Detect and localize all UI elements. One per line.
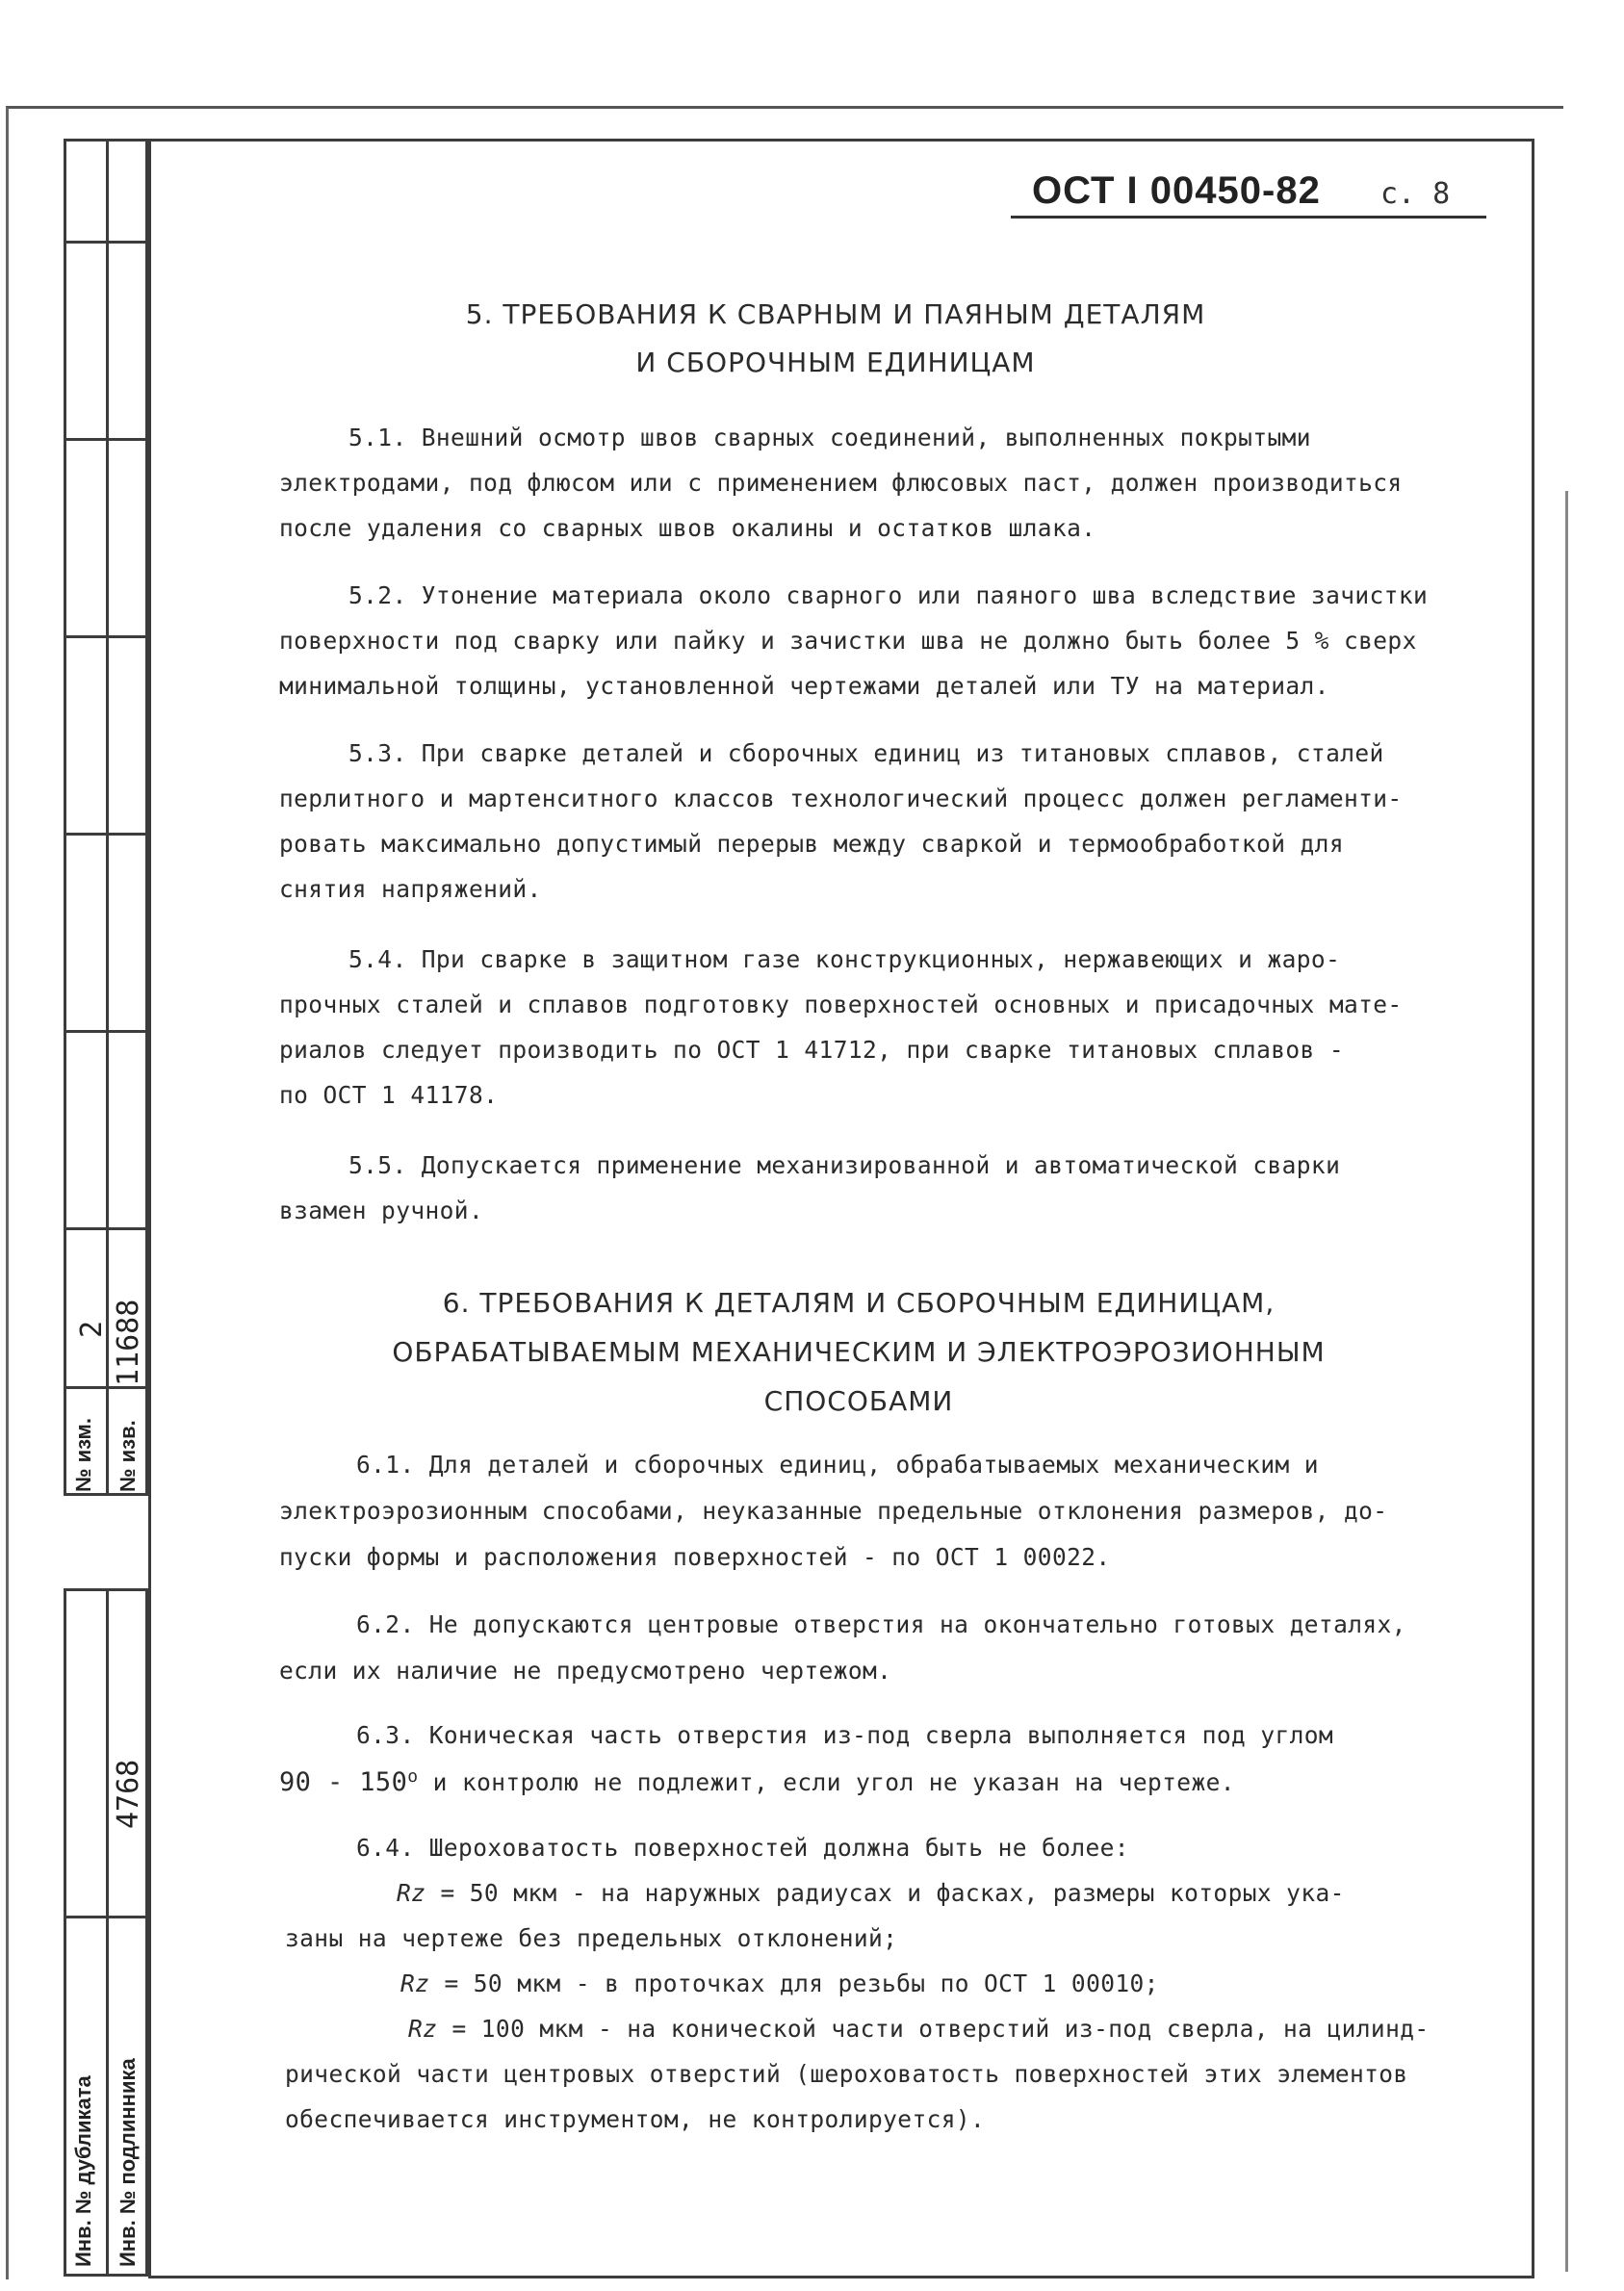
section-5-title-line-1: 5. ТРЕБОВАНИЯ К СВАРНЫМ И ПАЯНЫМ ДЕТАЛЯМ xyxy=(465,298,1206,330)
stamp-row-line xyxy=(64,833,148,836)
paragraph-6-2-line: 6.2. Не допускаются центровые отверстия на окончательно готовых деталях, xyxy=(356,1610,1406,1638)
paragraph-6-1-line: пуски формы и расположения поверхностей - по ОСТ 1 00022. xyxy=(279,1543,1111,1571)
stamp-row-line xyxy=(64,241,148,244)
document-code: ОСТ I 00450-82 xyxy=(1032,169,1321,212)
roughness-item-1-line xyxy=(397,1879,1345,1907)
angle-range: 90 - 150 xyxy=(279,1767,408,1798)
right-edge-line xyxy=(1565,491,1568,2272)
stamp-row-line xyxy=(64,1030,148,1033)
paragraph-6-3-rest: и контролю не подлежит, если угол не указан на чертеже. xyxy=(418,1768,1235,1797)
section-5-title-line-2: И СБОРОЧНЫМ ЕДИНИЦАМ xyxy=(635,347,1036,378)
roughness-item-1-text: = 50 мкм - на наружных радиусах и фасках, размеры которых ука- xyxy=(425,1879,1345,1907)
paragraph-5-3-line: снятия напряжений. xyxy=(279,875,542,903)
paragraph-6-1-line: 6.1. Для деталей и сборочных единиц, обрабатываемых механическим и xyxy=(356,1451,1319,1479)
paragraph-5-2-line: 5.2. Утонение материала около сварного или паяного шва вследствие зачистки xyxy=(348,581,1429,609)
notice-number-value: 11688 xyxy=(112,1299,145,1386)
roughness-item-3-line: обеспечивается инструментом, не контролируется). xyxy=(285,2105,986,2133)
paragraph-5-1-line: 5.1. Внешний осмотр швов сварных соединений, выполненных покрытыми xyxy=(348,424,1311,451)
roughness-item-3-line xyxy=(408,2015,1430,2043)
change-number-value: 2 xyxy=(75,1320,109,1338)
stamp-row-line xyxy=(64,635,148,638)
roughness-item-1-line: заны на чертеже без предельных отклонений; xyxy=(285,1924,898,1952)
paragraph-5-2-line: поверхности под сварку или пайку и зачистки шва не должно быть более 5 % сверх xyxy=(279,627,1417,655)
paragraph-5-4-line: риалов следует производить по ОСТ 1 41712, при сварке титановых сплавов - xyxy=(279,1036,1344,1064)
paragraph-5-1-line: после удаления со сварных швов окалины и остатков шлака. xyxy=(279,514,1096,542)
paragraph-6-1-line: электроэрозионным способами, неуказанные предельные отклонения размеров, до- xyxy=(279,1497,1388,1525)
notice-number-label: № изв. xyxy=(116,1420,140,1492)
degree-mark: о xyxy=(407,1766,419,1787)
section-6-title-line-2: ОБРАБАТЫВАЕМЫМ МЕХАНИЧЕСКИМ И ЭЛЕКТРОЭРОЗИОННЫМ xyxy=(392,1336,1326,1368)
duplicate-inventory-label: Инв. № дубликата xyxy=(71,2075,95,2267)
rz-symbol: Rz xyxy=(408,2015,438,2043)
paragraph-6-3-line xyxy=(279,1766,1235,1797)
paragraph-6-4-intro: 6.4. Шероховатость поверхностей должна быть не более: xyxy=(356,1834,1129,1862)
change-number-label: № изм. xyxy=(71,1418,95,1492)
header-underline xyxy=(1011,216,1486,219)
paragraph-5-2-line: минимальной толщины, установленной чертежами деталей или ТУ на материал. xyxy=(279,672,1329,700)
stamp-divider-upper xyxy=(106,139,109,1496)
paragraph-6-2-line: если их наличие не предусмотрено чертежом. xyxy=(279,1657,892,1685)
paragraph-5-3-line: 5.3. При сварке деталей и сборочных единиц из титановых сплавов, сталей xyxy=(348,739,1384,767)
section-6-title-line-3: СПОСОБАМИ xyxy=(763,1385,954,1417)
roughness-item-2-line xyxy=(400,1969,1159,1997)
rz-symbol: Rz xyxy=(400,1969,430,1997)
paragraph-5-4-line: по ОСТ 1 41178. xyxy=(279,1081,499,1109)
roughness-item-3-line: рической части центровых отверстий (шероховатость поверхностей этих элементов xyxy=(285,2060,1408,2088)
paragraph-5-4-line: прочных сталей и сплавов подготовку поверхностей основных и присадочных мате- xyxy=(279,991,1403,1018)
roughness-item-2-text: = 50 мкм - в проточках для резьбы по ОСТ 1 00010; xyxy=(429,1969,1159,1997)
paragraph-5-1-line: электродами, под флюсом или с применением флюсовых паст, должен производиться xyxy=(279,469,1403,497)
stamp-row-line xyxy=(64,1227,148,1230)
stamp-row-line xyxy=(64,1916,148,1918)
original-inventory-label: Инв. № подлинника xyxy=(116,2058,140,2267)
paragraph-5-5-line: 5.5. Допускается применение механизированной и автоматической сварки xyxy=(348,1151,1341,1179)
paragraph-5-3-line: ровать максимально допустимый перерыв между сваркой и термообработкой для xyxy=(279,830,1344,858)
roughness-item-3-text: = 100 мкм - на конической части отверстий из-под сверла, на цилинд- xyxy=(437,2015,1430,2043)
stamp-row-line xyxy=(64,1386,148,1389)
paragraph-5-5-line: взамен ручной. xyxy=(279,1197,484,1224)
original-inventory-value: 4768 xyxy=(112,1759,145,1829)
page-number: с. 8 xyxy=(1380,177,1451,211)
stamp-row-line xyxy=(64,438,148,441)
section-6-title-line-1: 6. ТРЕБОВАНИЯ К ДЕТАЛЯМ И СБОРОЧНЫМ ЕДИНИЦАМ, xyxy=(442,1287,1276,1319)
paragraph-5-3-line: перлитного и мартенситного классов технологический процесс должен регламенти- xyxy=(279,785,1403,812)
paragraph-6-3-line: 6.3. Коническая часть отверстия из-под сверла выполняется под углом xyxy=(356,1721,1334,1749)
rz-symbol: Rz xyxy=(397,1879,426,1907)
stamp-divider-lower xyxy=(106,1588,109,2277)
paragraph-5-4-line: 5.4. При сварке в защитном газе конструкционных, нержавеющих и жаро- xyxy=(348,945,1341,973)
